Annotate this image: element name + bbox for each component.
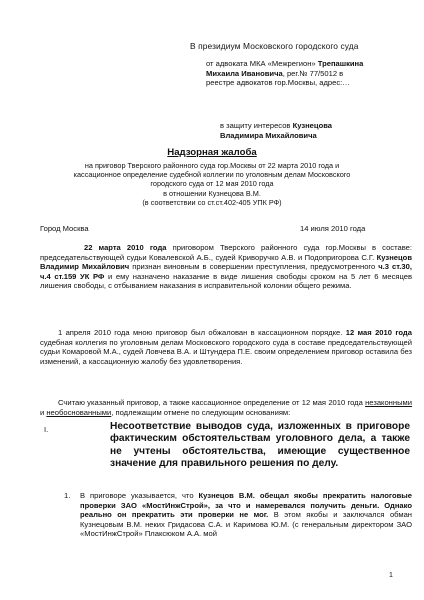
addressee: В президиум Московского городского суда	[190, 41, 359, 51]
defense-block: в защиту интересов Кузнецова Владимира Михайловича	[220, 121, 410, 140]
item-1-text: В приговоре указывается, что Кузнецов В.М. обещал якобы прекратить налоговые проверки ЗАО «МостИнжСтрой», за что и намеревался получить деньги. Однако реально он прекратить эти проверки не мог. В этом якобы и заключался обман Кузнецовым В.М. неких Гридасова С.А. и Каримова Ю.М. (с генеральным директором ЗАО «МостИнжСтрой» Плаксюком А.А. мой	[80, 491, 412, 539]
page-number: 1	[389, 572, 393, 579]
sender-surname: Трепашкина	[317, 59, 364, 68]
sender-block: от адвоката МКА «Межрегион» Трепашкина Михаила Ивановича, рег.№ 77/5012 в реестре адвокатов гор.Москвы, адрес:…	[206, 59, 364, 88]
paragraph-2: 1 апреля 2010 года мною приговор был обжалован в кассационном порядке. 12 мая 2010 года судебная коллегия по уголовным делам Московского городского суда в составе председательствующей судьи Комаровой М.А., судей Ловчева В.А. и Штундера П.Е. своим определением приговор оставила без изменений, а кассационную жалобу без удовлетворения.	[40, 328, 412, 366]
sender-name: Михаила Ивановича	[206, 68, 283, 78]
section-heading: Несоответствие выводов суда, изложенных в приговоре фактическим обстоятельствам уголовного дела, а также не учтены обстоятельства, имеющие существенное значение для правильного решения по делу.	[110, 421, 410, 470]
document-subtitle: на приговор Тверского районного суда гор.Москвы от 22 марта 2010 года и кассационное определение судебной коллегии по уголовным делам Московского городского суда от 12 мая 2010 года в отношении Кузнецова В.М. (в соответствии со ст.ст.402-405 УПК РФ)	[73, 161, 351, 207]
document-title: Надзорная жалоба	[167, 147, 257, 158]
paragraph-3: Считаю указанный приговор, а также кассационное определение от 12 мая 2010 года незаконными и необоснованными, подлежащим отмене по следующим основаниям:	[40, 398, 412, 417]
place-text: Город Москва	[40, 224, 89, 233]
item-number: 1.	[64, 491, 71, 500]
paragraph-1: 22 марта 2010 года приговором Тверского районного суда гор.Москвы в составе: председательствующей судьи Ковалевской А.Б., судей Криворучко А.В. и Подопригорова С.Г. Кузнецов Владимир Михайлович признан виновным в совершении преступления, предусмотренного ч.3 ст.30, ч.4 ст.159 УК РФ и ему назначено наказание в виде лишения свободы сроком на 5 лет 6 месяцев лишения свободы, с отбыванием наказания в исправительной колонии общего режима.	[40, 243, 412, 291]
client-name: Владимира Михайловича	[220, 130, 317, 140]
section-numeral: I.	[44, 425, 49, 434]
client-surname: Кузнецова	[292, 121, 333, 130]
date-text: 14 июля 2010 года	[300, 224, 366, 233]
